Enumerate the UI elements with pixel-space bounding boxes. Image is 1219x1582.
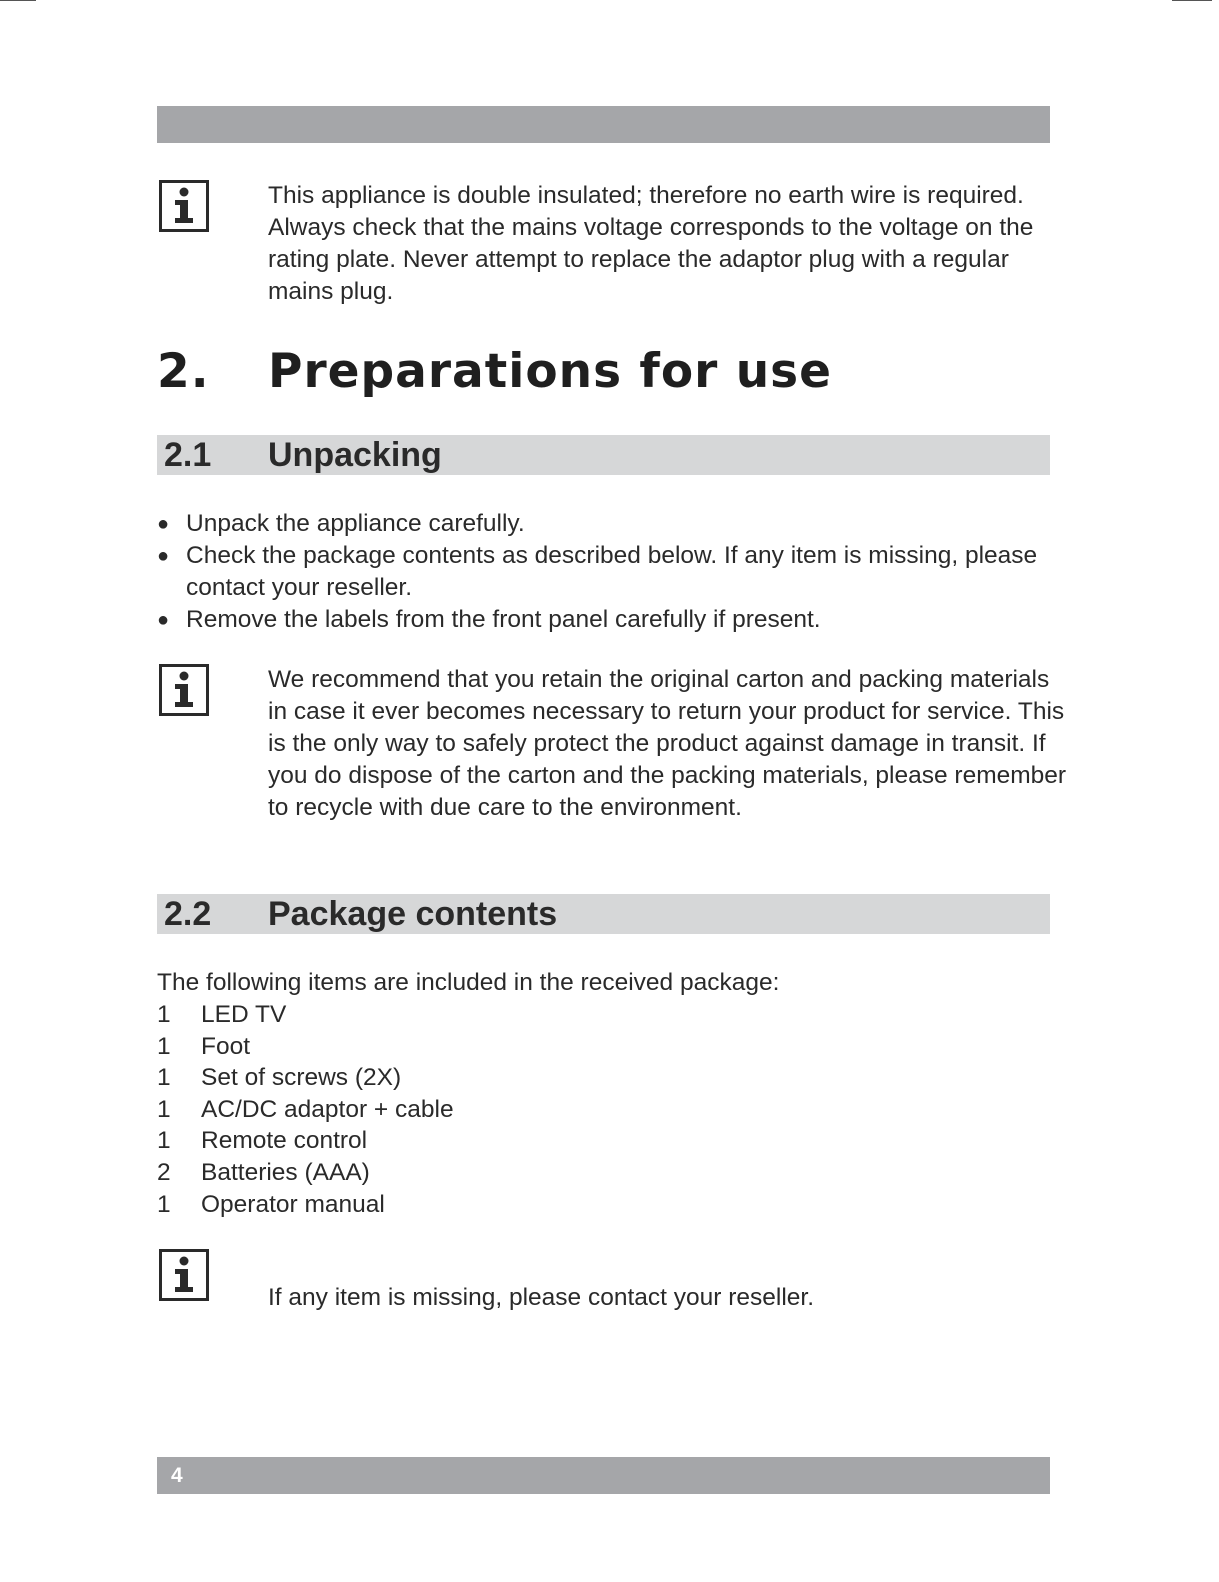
footer-bar — [157, 1457, 1050, 1494]
section-title: Package contents — [268, 895, 558, 933]
info-icon — [159, 664, 209, 716]
list-item: ● Remove the labels from the front panel carefully if present. — [157, 604, 1057, 636]
crop-mark-left — [0, 0, 36, 1]
page-number: 4 — [171, 1464, 183, 1487]
info-icon — [159, 1249, 209, 1301]
header-bar — [157, 106, 1050, 143]
list-item: ● Check the package contents as described below. If any item is missing, please contact your reseller. — [157, 542, 1038, 601]
section-title: Unpacking — [268, 436, 442, 474]
crop-mark-right — [1172, 0, 1212, 1]
note-text: If any item is missing, please contact your reseller. — [268, 1284, 815, 1311]
bullet-icon: ● — [157, 513, 170, 535]
unpacking-bullet-list — [157, 508, 1057, 636]
section-number: 2.1 — [164, 436, 212, 474]
section-heading-package-contents — [157, 894, 1050, 934]
chapter-number: 2. — [157, 344, 210, 399]
note-text: We recommend that you retain the original carton and packing materials in case it ever becomes necessary to return your product for service. This is the only way to safely protect the product against damage in transit. If you do dispose of the carton and the packing materials, please remember to recycle with due care to the environment. — [268, 666, 1067, 821]
info-icon — [159, 180, 209, 232]
section-number: 2.2 — [164, 895, 212, 933]
section-heading-unpacking — [157, 435, 1050, 475]
bullet-icon: ● — [157, 545, 170, 567]
list-item: ● Unpack the appliance carefully. — [157, 508, 1057, 540]
note-text: This appliance is double insulated; therefore no earth wire is required. Always check that the mains voltage corresponds to the voltage on the rating plate. Never attempt to replace the adaptor plug with a regular mains plug. — [268, 182, 1034, 305]
bullet-icon: ● — [157, 609, 170, 631]
package-intro: The following items are included in the received package: — [157, 969, 780, 996]
chapter-title: Preparations for use — [268, 344, 833, 399]
